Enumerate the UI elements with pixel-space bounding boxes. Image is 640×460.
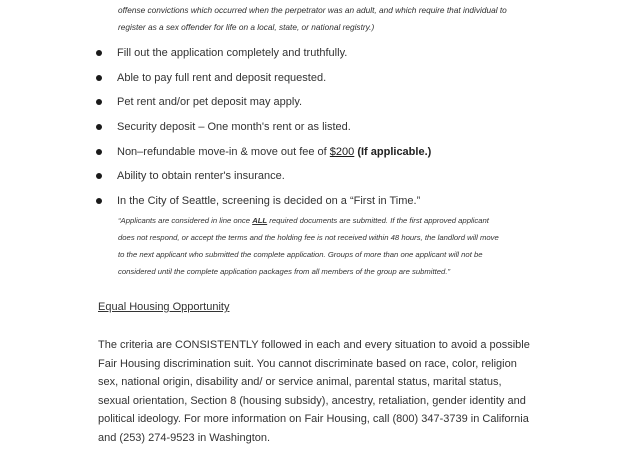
list-item-text: Ability to obtain renter's insurance. (117, 170, 285, 183)
note-line (118, 212, 598, 229)
fee-amount: $200 (329, 145, 355, 158)
top-paragraph (118, 2, 618, 36)
criteria-paragraph (98, 336, 598, 448)
list-item-text: Able to pay full rent and deposit requested. (117, 71, 327, 84)
bullet-dot-icon (96, 50, 102, 56)
note-all-emphasis: ALL (252, 216, 268, 225)
list-item (92, 189, 612, 214)
list-item (92, 90, 612, 115)
equal-housing-heading: Equal Housing Opportunity (98, 301, 230, 313)
note-line: to the next applicant who submitted the complete application. Groups of more than one applicant will not be (118, 250, 483, 259)
list-item-text: Pet rent and/or pet deposit may apply. (117, 96, 303, 109)
bullet-dot-icon (96, 198, 102, 204)
criteria-line: sexual orientation, Section 8 (housing subsidy), ancestry, retaliation, gender identity and (98, 394, 526, 407)
criteria-line: sex, national origin, disability and/ or service animal, parental status, marital status, (98, 376, 502, 389)
list-item (92, 139, 612, 164)
fee-text-before: Non–refundable move-in & move out fee of (117, 145, 330, 158)
note-line: considered until the complete application packages from all members of the group are submitted.” (118, 267, 451, 276)
criteria-line: and (253) 274-9523 in Washington. (98, 431, 271, 444)
criteria-line: The criteria are CONSISTENTLY followed in each and every situation to avoid a possible (98, 339, 530, 351)
list-item-text (117, 146, 431, 158)
note-text-after: required documents are submitted. If the first approved applicant (267, 216, 489, 225)
top-line: register as a sex offender for life on a local, state, or national registry.) (118, 22, 375, 32)
first-in-time-note (118, 212, 598, 280)
bullet-dot-icon (96, 124, 102, 130)
list-item-text: Fill out the application completely and truthfully. (117, 47, 348, 60)
note-line: does not respond, or accept the terms and the holding fee is not received within 48 hours, the landlord will move (118, 233, 499, 242)
bullet-dot-icon (96, 173, 102, 179)
list-item (92, 66, 612, 91)
criteria-line: political ideology. For more information on Fair Housing, call (800) 347-3739 in California (98, 413, 529, 426)
bullet-dot-icon (96, 99, 102, 105)
bullet-dot-icon (96, 75, 102, 81)
list-item (92, 164, 612, 189)
list-item (92, 41, 612, 66)
fee-text-after: (If applicable.) (354, 145, 432, 158)
note-text-before: “Applicants are considered in line once (118, 216, 253, 225)
list-item-text: Security deposit – One month's rent or as listed. (117, 121, 351, 134)
requirements-list (92, 41, 612, 213)
top-line: offense convictions which occurred when the perpetrator was an adult, and which require that individual to (118, 5, 507, 15)
list-item (92, 115, 612, 140)
list-item-text: In the City of Seattle, screening is decided on a “First in Time.” (117, 194, 421, 207)
criteria-line: Fair Housing discrimination suit. You cannot discriminate based on race, color, religion (98, 357, 517, 370)
bullet-dot-icon (96, 149, 102, 155)
